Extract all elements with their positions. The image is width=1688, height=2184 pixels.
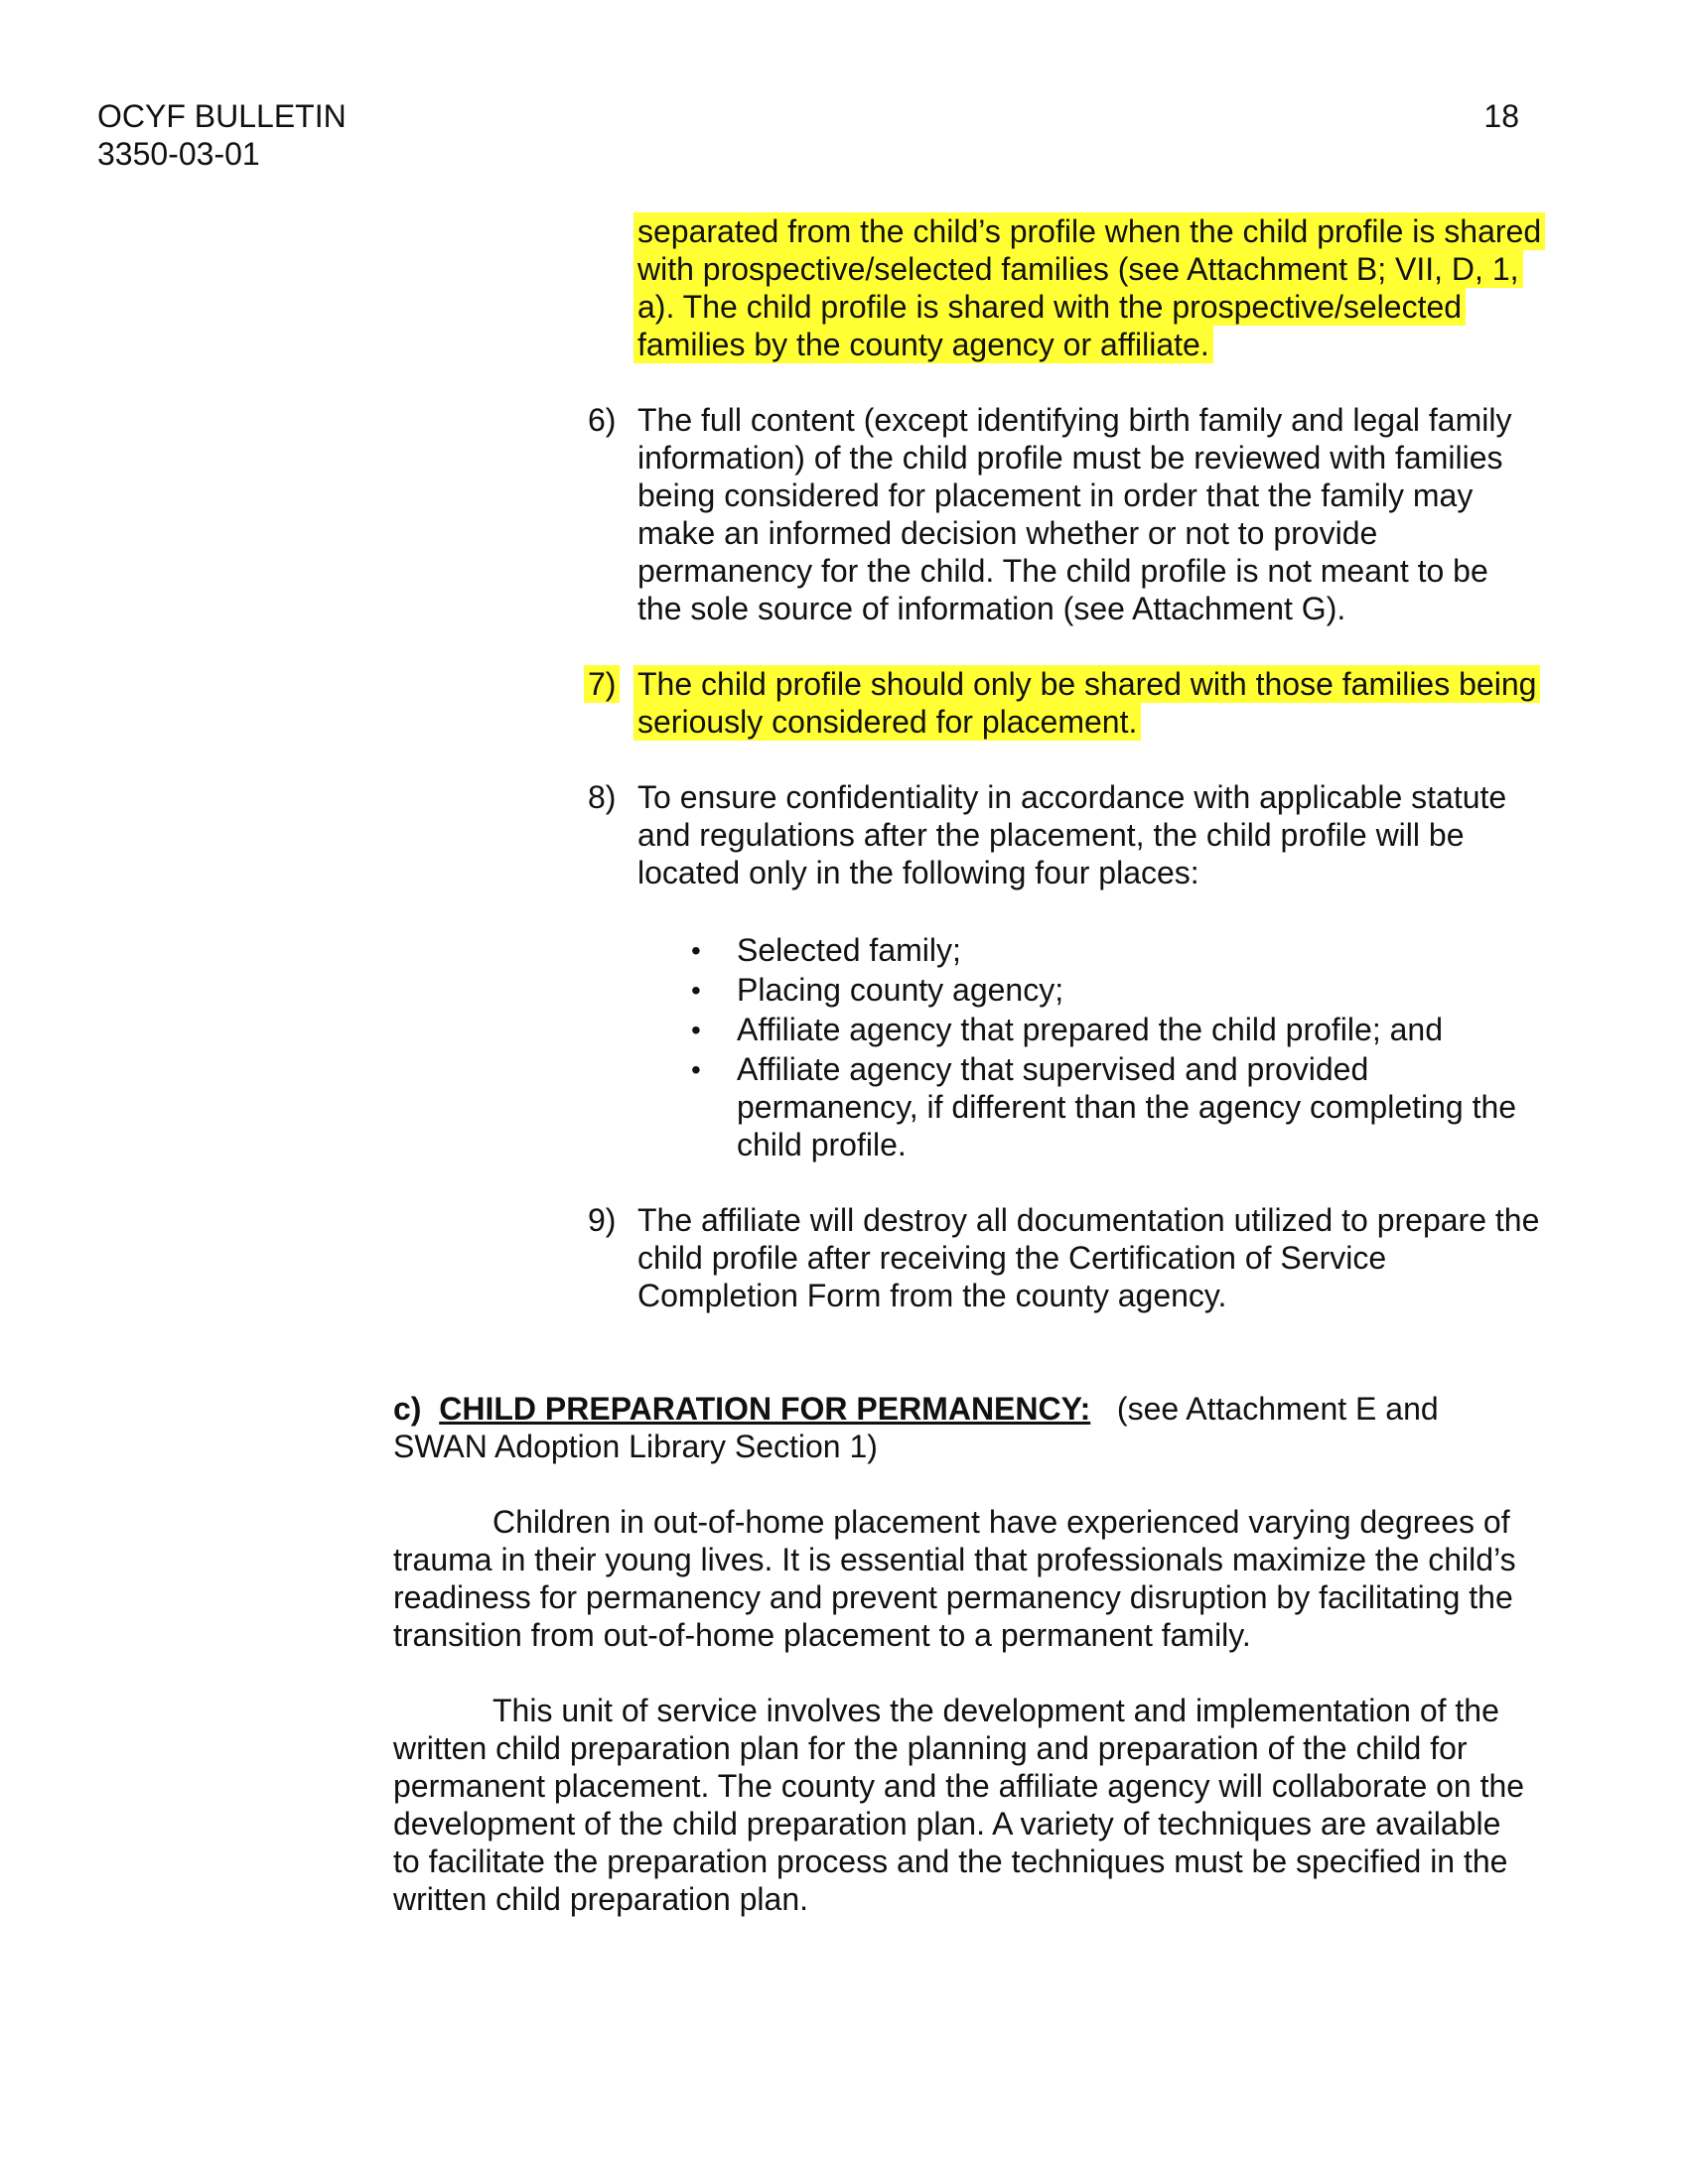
bullet-item: Affiliate agency that supervised and provided — [737, 1051, 1369, 1087]
item-line: located only in the following four places: — [637, 855, 1199, 890]
bullet-icon: • — [691, 975, 701, 1006]
section-title: CHILD PREPARATION FOR PERMANENCY: — [439, 1391, 1091, 1427]
bullet-item: Placing county agency; — [737, 972, 1064, 1008]
item-number: 9) — [588, 1202, 617, 1238]
paragraph-line: written child preparation plan. — [393, 1881, 809, 1917]
paragraph-line: This unit of service involves the development and implementation of the — [492, 1693, 1499, 1728]
item-line: permanency for the child. The child profile is not meant to be — [637, 553, 1488, 589]
paragraph-line: Children in out-of-home placement have experienced varying degrees of — [492, 1504, 1510, 1540]
item-line: The child profile should only be shared with those families being — [633, 665, 1540, 703]
paragraph-line: development of the child preparation plan. A variety of techniques are available — [393, 1806, 1501, 1842]
continued-line: separated from the child’s profile when the child profile is shared — [633, 212, 1545, 250]
paragraph-line: permanent placement. The county and the affiliate agency will collaborate on the — [393, 1768, 1525, 1804]
section-heading — [393, 1390, 1439, 1428]
item-line: The affiliate will destroy all documentation utilized to prepare the — [637, 1202, 1540, 1238]
item-line: information) of the child profile must be reviewed with families — [637, 440, 1503, 476]
paragraph-line: transition from out-of-home placement to a permanent family. — [393, 1617, 1251, 1653]
item-line: Completion Form from the county agency. — [637, 1278, 1227, 1313]
item-number: 6) — [588, 402, 617, 438]
item-line: being considered for placement in order that the family may — [637, 478, 1474, 513]
paragraph-line: trauma in their young lives. It is essential that professionals maximize the child’s — [393, 1542, 1516, 1577]
item-line: child profile after receiving the Certification of Service — [637, 1240, 1387, 1276]
item-line: the sole source of information (see Attachment G). — [637, 591, 1346, 626]
item-line: seriously considered for placement. — [633, 703, 1141, 741]
bullet-icon: • — [691, 935, 701, 966]
paragraph-line: readiness for permanency and prevent permanency disruption by facilitating the — [393, 1579, 1513, 1615]
section-reference: SWAN Adoption Library Section 1) — [393, 1429, 878, 1464]
bulletin-number: 3350-03-01 — [97, 136, 260, 172]
continued-line: a). The child profile is shared with the prospective/selected — [633, 288, 1466, 326]
continued-line: families by the county agency or affiliate. — [633, 326, 1213, 363]
bullet-item: permanency, if different than the agency completing the — [737, 1089, 1517, 1125]
bullet-icon: • — [691, 1054, 701, 1085]
item-line: and regulations after the placement, the child profile will be — [637, 817, 1465, 853]
bullet-item: Selected family; — [737, 932, 961, 968]
section-label: c) — [393, 1391, 422, 1427]
continued-line: with prospective/selected families (see Attachment B; VII, D, 1, — [633, 250, 1523, 288]
page-number: 18 — [1483, 98, 1519, 134]
item-number: 7) — [584, 665, 620, 703]
item-line: make an informed decision whether or not to provide — [637, 515, 1378, 551]
paragraph-line: written child preparation plan for the planning and preparation of the child for — [393, 1730, 1468, 1766]
bulletin-header — [97, 97, 347, 173]
bullet-item: Affiliate agency that prepared the child profile; and — [737, 1012, 1443, 1047]
item-line: To ensure confidentiality in accordance with applicable statute — [637, 779, 1507, 815]
bullet-item: child profile. — [737, 1127, 907, 1162]
section-reference: (see Attachment E and — [1116, 1391, 1439, 1427]
bullet-icon: • — [691, 1015, 701, 1045]
item-number: 8) — [588, 779, 617, 815]
item-line: The full content (except identifying birth family and legal family — [637, 402, 1512, 438]
bulletin-title: OCYF BULLETIN — [97, 98, 347, 134]
paragraph-line: to facilitate the preparation process and the techniques must be specified in the — [393, 1843, 1508, 1879]
